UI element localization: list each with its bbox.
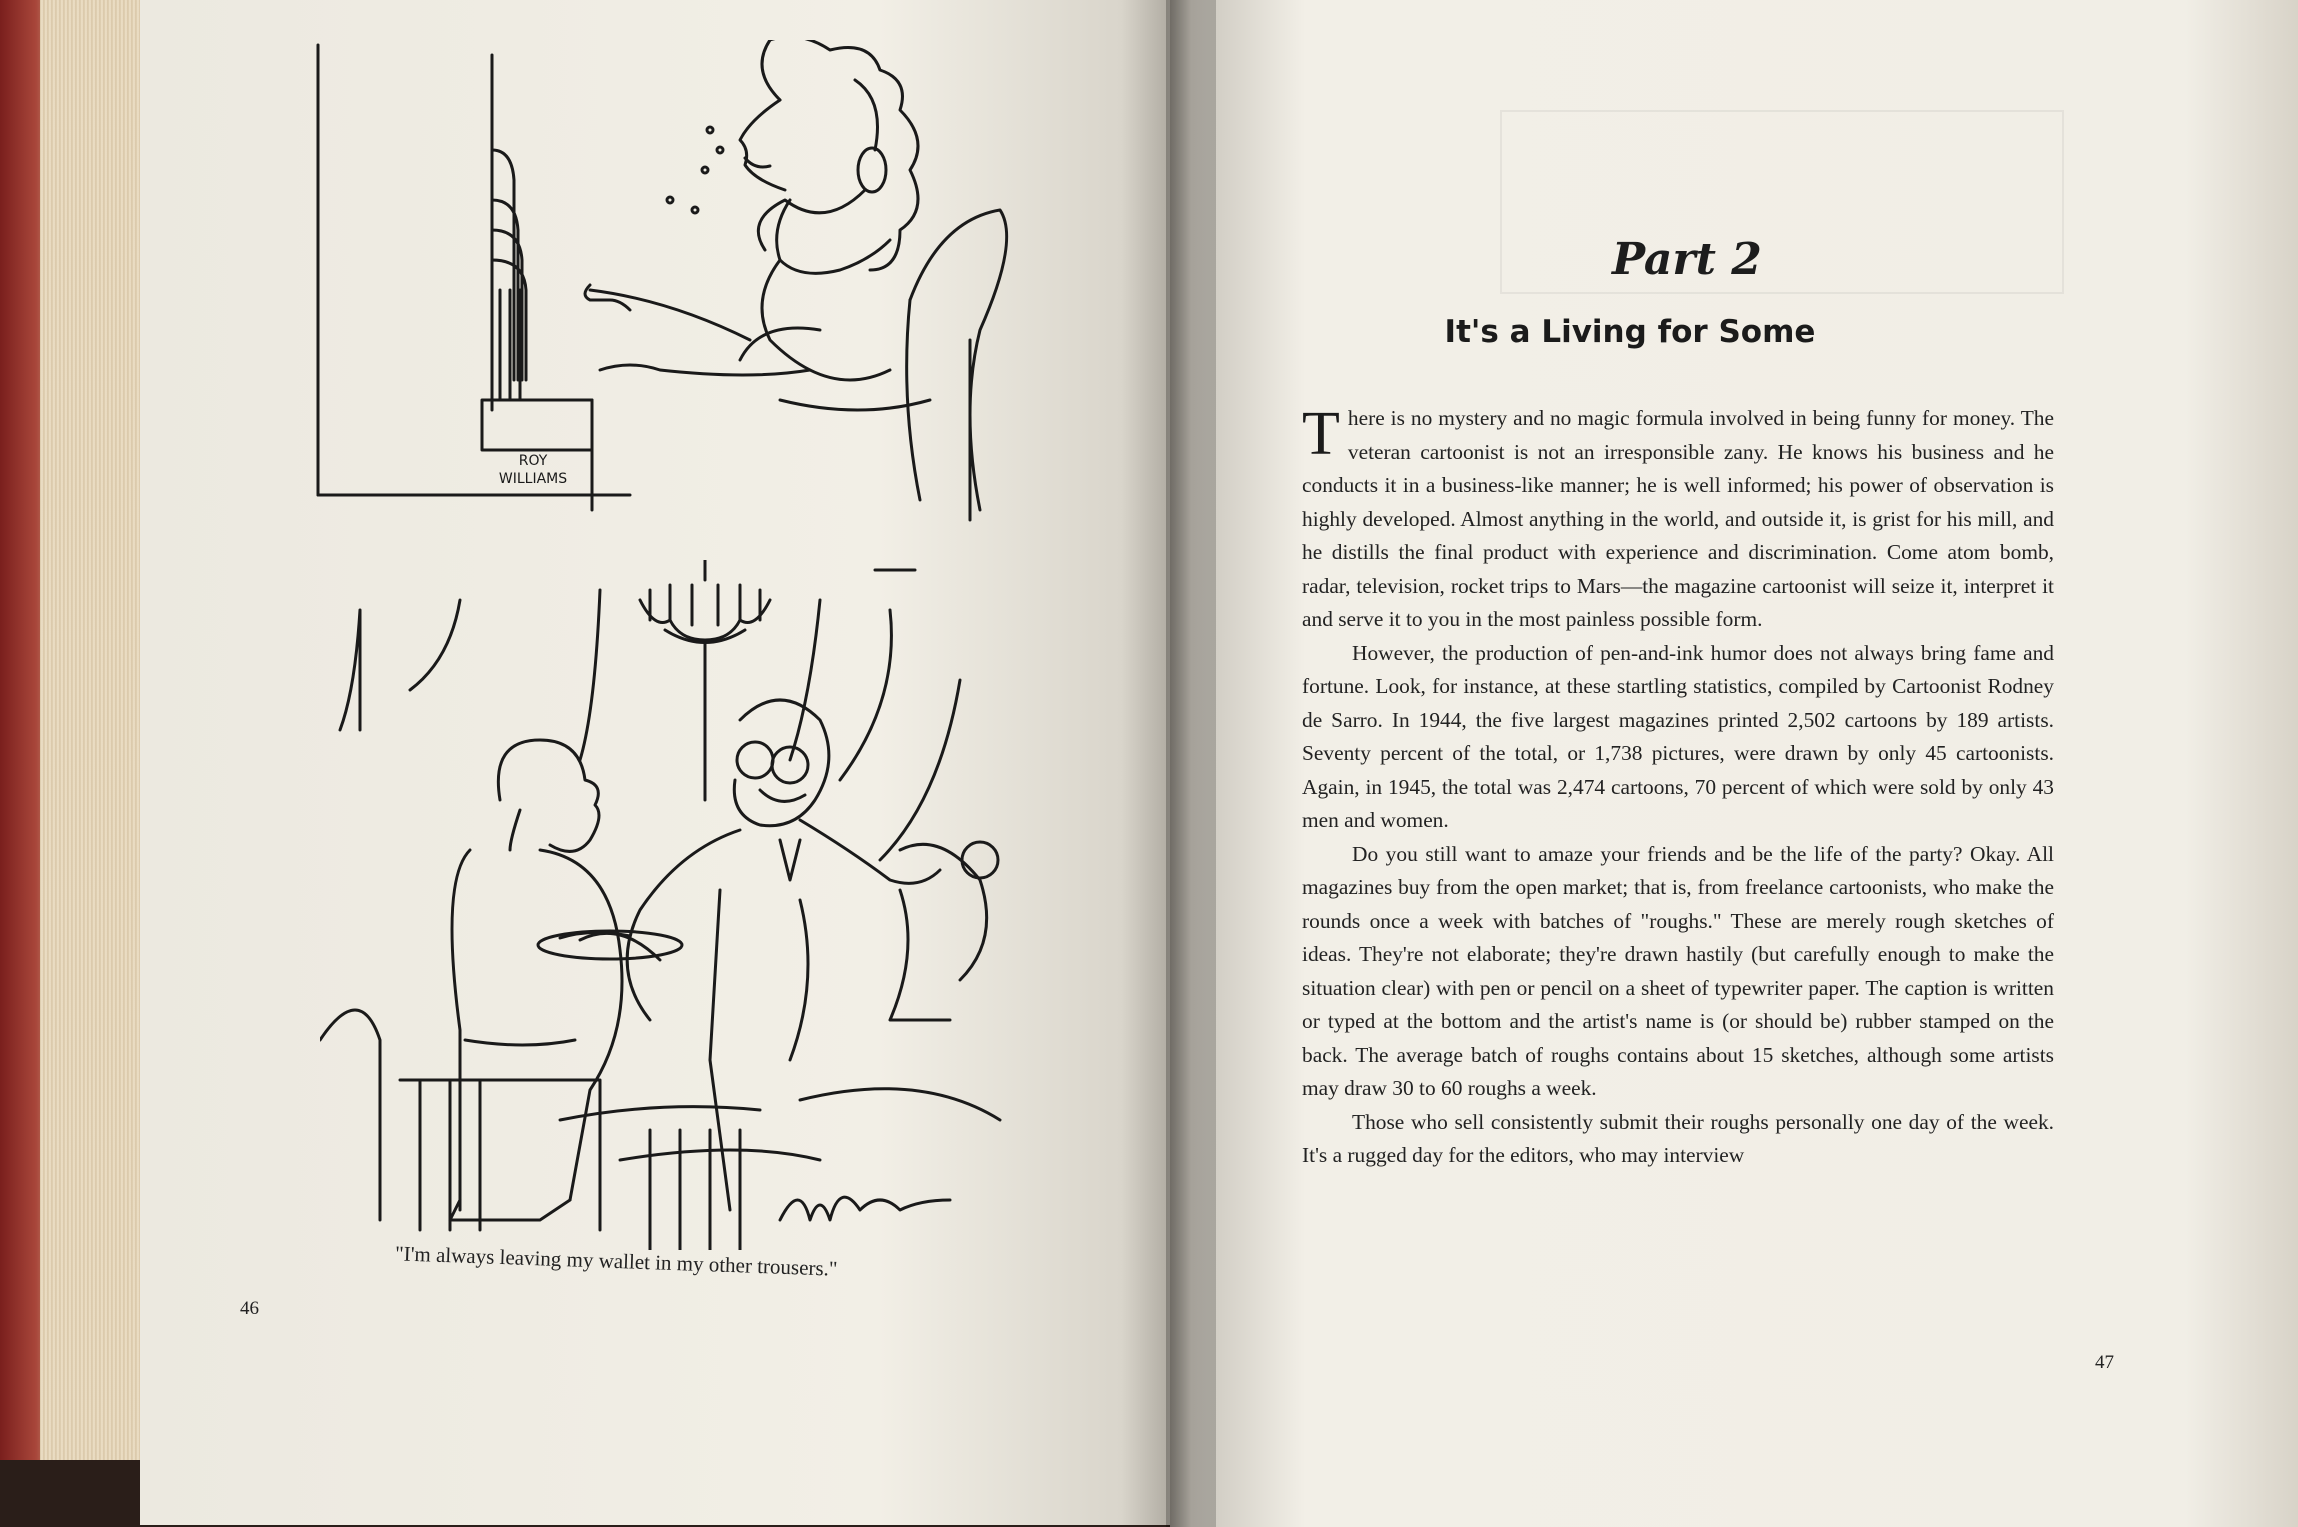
left-page-number: 46	[240, 1298, 259, 1319]
book-gutter	[1166, 0, 1216, 1527]
paragraph-2: However, the production of pen-and-ink humor does not always bring fame and fortune. Look, for instance, at these startling statistics, compiled by Cartoonist Rodney de Sarro. In 1944, the five largest magazines printed 2,502 cartoons by 189 artists. Seventy percent of the total, or 1,738 pictures, were drawn by only 45 cartoonists. Again, in 1945, the total was 2,474 cartoons, 70 percent of which were sold by only 43 men and women.	[1302, 640, 2054, 832]
paragraph-4: Those who sell consistently submit their roughs personally one day of the week. It's a rugged day for the editors, who may interview	[1302, 1109, 2054, 1167]
drop-cap: T	[1302, 400, 1340, 468]
restaurant-waiter-cartoon	[320, 560, 1040, 1250]
page-edges	[40, 0, 150, 1460]
chapter-body	[1302, 402, 2054, 1173]
paragraph-3: Do you still want to amaze your friends and be the life of the party? Okay. All magazines buy from the open market; that is, from freelance cartoonists, who make the rounds once a week with batches of "roughs." These are merely rough sketches of ideas. They're not elaborate; they're drawn hastily (but carefully enough to make the situation clear) with pen or pencil on a sheet of typewriter paper. The caption is written or typed at the bottom and the artist's name is (or should be) rubber stamped on the back. The average batch of roughs contains about 15 sketches, although some artists may draw 30 to 60 roughs a week.	[1302, 841, 2054, 1100]
cartoon-top-signature: ROY WILLIAMS	[498, 453, 568, 487]
part-title: Part 2	[1612, 234, 1762, 285]
cartoon-caption: "I'm always leaving my wallet in my other trousers."	[394, 1241, 838, 1281]
paragraph-1-text: here is no mystery and no magic formula involved in being funny for money. The veteran cartoonist is not an irresponsible zany. He knows his business and he conducts it in a business-like manner; he is well informed; his power of observation is highly developed. Almost anything in the world, and outside it, is grist for his mill, and he distills the final product with experience and discrimination. Come atom bomb, radar, television, rocket trips to Mars—the magazine cartoonist will seize it, interpret it and serve it to you in the most painless possible form.	[1302, 406, 2054, 631]
paragraph-1	[1302, 402, 2054, 637]
switchboard-operator-cartoon	[310, 40, 1030, 540]
right-page-number: 47	[2095, 1352, 2114, 1373]
chapter-title: It's a Living for Some	[1444, 314, 1816, 350]
show-through-artwork	[1500, 110, 2064, 294]
